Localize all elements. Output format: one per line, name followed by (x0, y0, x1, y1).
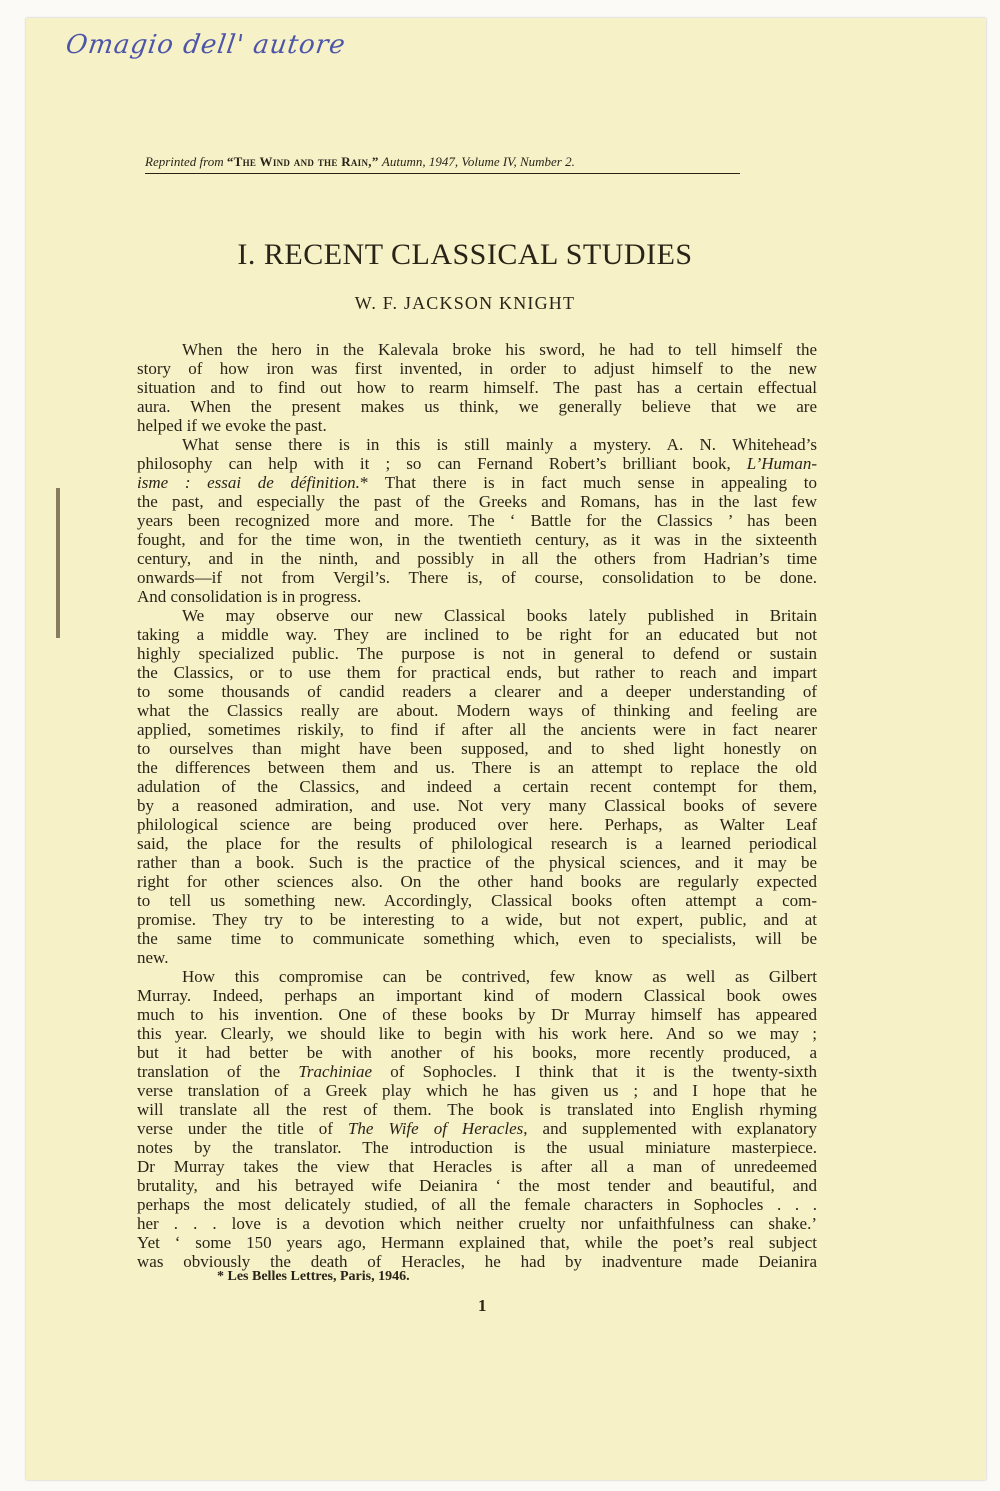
text-segment: to ourselves than might have been supposed, and to shed light honestly on (137, 739, 817, 758)
issue-info: Autumn, 1947, Volume IV, Number 2. (381, 154, 575, 169)
text-segment: verse translation of a Greek play which he has given us ; and I hope that he (137, 1081, 817, 1100)
reprint-notice (145, 154, 740, 174)
article-body (137, 340, 817, 1271)
text-line (137, 1119, 817, 1138)
text-segment: onwards—if not from Vergil’s. There is, of course, consolidation to be done. (137, 568, 817, 587)
text-segment: to tell us something new. Accordingly, Classical books often attempt a com- (137, 891, 817, 910)
text-line (137, 815, 817, 834)
text-line (137, 739, 817, 758)
text-segment: , and supplemented with explanatory (523, 1119, 817, 1138)
text-segment: years been recognized more and more. The ‘ Battle for the Classics ’ has been (137, 511, 817, 530)
text-segment: the Classics, or to use them for practical ends, but rather to reach and impart (137, 663, 817, 682)
reprint-prefix: Reprinted from (145, 154, 224, 169)
text-line (137, 606, 817, 625)
text-line (137, 492, 817, 511)
text-segment: Murray. Indeed, perhaps an important kind of modern Classical book owes (137, 986, 817, 1005)
text-line (137, 1024, 817, 1043)
text-segment: but it had better be with another of his books, more recently produced, a (137, 1043, 817, 1062)
text-line (137, 1233, 817, 1252)
text-line (137, 853, 817, 872)
text-line (137, 872, 817, 891)
text-segment: was obviously the death of Heracles, he had by inadventure made Deianira (137, 1252, 817, 1271)
text-segment: And consolidation is in progress. (137, 587, 362, 606)
text-segment: philological science are being produced over here. Perhaps, as Walter Leaf (137, 815, 817, 834)
text-segment: to some thousands of candid readers a clearer and a deeper understanding of (137, 682, 817, 701)
text-line (137, 587, 817, 606)
text-segment: this year. Clearly, we should like to begin with his work here. And so we may ; (137, 1024, 817, 1043)
text-line (137, 1195, 817, 1214)
text-segment: taking a middle way. They are inclined to be right for an educated but not (137, 625, 817, 644)
text-line (137, 1005, 817, 1024)
text-segment: rather than a book. Such is the practice of the physical sciences, and it may be (137, 853, 817, 872)
text-line (137, 967, 817, 986)
text-segment: by a reasoned admiration, and use. Not very many Classical books of severe (137, 796, 817, 815)
text-line (137, 701, 817, 720)
text-line (137, 1157, 817, 1176)
text-segment: the past, and especially the past of the Greeks and Romans, has in the last few (137, 492, 817, 511)
text-segment: her . . . love is a devotion which neither cruelty nor unfaithfulness can shake.’ (137, 1214, 817, 1233)
text-segment: translation of the (137, 1062, 299, 1081)
text-segment: brutality, and his betrayed wife Deianira ‘ the most tender and beautiful, and (137, 1176, 817, 1195)
text-line (137, 1214, 817, 1233)
text-segment: the differences between them and us. There is an attempt to replace the old (137, 758, 817, 777)
text-segment: new. (137, 948, 169, 967)
italic-text: L’Human- (746, 454, 817, 473)
text-segment: * That there is in fact much sense in appealing to (359, 473, 817, 492)
text-segment: will translate all the rest of them. The book is translated into English rhyming (137, 1100, 817, 1119)
text-segment: We may observe our new Classical books lately published in Britain (182, 606, 817, 625)
text-line (137, 397, 817, 416)
text-segment: much to his invention. One of these books by Dr Murray himself has appeared (137, 1005, 817, 1024)
text-segment: highly specialized public. The purpose is not in general to defend or sustain (137, 644, 817, 663)
text-segment: philosophy can help with it ; so can Fernand Robert’s brilliant book, (137, 454, 747, 473)
text-segment: perhaps the most delicately studied, of all the female characters in Sophocles . . . (137, 1195, 817, 1214)
text-line (137, 530, 817, 549)
text-line (137, 986, 817, 1005)
text-line (137, 1138, 817, 1157)
text-line (137, 720, 817, 739)
text-line (137, 416, 817, 435)
text-line (137, 682, 817, 701)
text-line (137, 758, 817, 777)
text-line (137, 511, 817, 530)
text-segment: of Sophocles. I think that it is the twenty-sixth (372, 1062, 817, 1081)
text-line (137, 1176, 817, 1195)
text-segment: When the hero in the Kalevala broke his sword, he had to tell himself the (182, 340, 817, 359)
text-line (137, 549, 817, 568)
text-segment: right for other sciences also. On the other hand books are regularly expected (137, 872, 817, 891)
text-line (137, 910, 817, 929)
text-line (137, 1081, 817, 1100)
binding-shadow (56, 488, 60, 638)
text-segment: said, the place for the results of philological research is a learned periodical (137, 834, 817, 853)
paragraph (137, 340, 817, 435)
text-line (137, 1043, 817, 1062)
text-segment: What sense there is in this is still mainly a mystery. A. N. Whitehead’s (182, 435, 817, 454)
text-line (137, 568, 817, 587)
text-segment: aura. When the present makes us think, we generally believe that we are (137, 397, 817, 416)
text-segment: Yet ‘ some 150 years ago, Hermann explained that, while the poet’s real subject (137, 1233, 817, 1252)
text-segment: situation and to find out how to rearm himself. The past has a certain effectual (137, 378, 817, 397)
text-segment: story of how iron was first invented, in order to adjust himself to the new (137, 359, 817, 378)
text-line (137, 948, 817, 967)
text-segment: notes by the translator. The introduction is the usual miniature masterpiece. (137, 1138, 817, 1157)
text-segment: the same time to communicate something which, even to specialists, will be (137, 929, 817, 948)
text-segment: century, and in the ninth, and possibly in all the others from Hadrian’s time (137, 549, 817, 568)
footnote: * Les Belles Lettres, Paris, 1946. (217, 1269, 410, 1284)
text-line (137, 454, 817, 473)
text-line (137, 378, 817, 397)
paragraph (137, 606, 817, 967)
text-line (137, 359, 817, 378)
italic-text: The Wife of Heracles (347, 1119, 524, 1138)
text-line (137, 1100, 817, 1119)
text-line (137, 777, 817, 796)
text-line (137, 625, 817, 644)
text-segment: Dr Murray takes the view that Heracles is after all a man of unredeemed (137, 1157, 817, 1176)
text-segment: adulation of the Classics, and indeed a certain recent contempt for them, (137, 777, 817, 796)
text-line (137, 663, 817, 682)
text-line (137, 796, 817, 815)
text-line (137, 435, 817, 454)
text-line (137, 340, 817, 359)
italic-text: Trachiniae (298, 1062, 373, 1081)
paragraph (137, 435, 817, 606)
text-segment: helped if we evoke the past. (137, 416, 327, 435)
text-segment: fought, and for the time won, in the twentieth century, as it was in the sixteenth (137, 530, 817, 549)
text-segment: verse under the title of (137, 1119, 348, 1138)
journal-name: “The Wind and the Rain,” (226, 154, 379, 169)
handwritten-dedication: Omagio dell' autore (63, 30, 348, 60)
text-line (137, 644, 817, 663)
article-author: W. F. JACKSON KNIGHT (354, 293, 576, 313)
article-title: I. RECENT CLASSICAL STUDIES (237, 238, 693, 271)
text-segment: promise. They try to be interesting to a wide, but not expert, public, and at (137, 910, 817, 929)
text-line (137, 891, 817, 910)
italic-text: isme : essai de définition. (137, 473, 360, 492)
page-number: 1 (478, 1296, 487, 1315)
text-line (137, 473, 817, 492)
text-segment: what the Classics really are about. Modern ways of thinking and feeling are (137, 701, 817, 720)
text-line (137, 929, 817, 948)
text-line (137, 1062, 817, 1081)
paragraph (137, 967, 817, 1271)
text-segment: How this compromise can be contrived, few know as well as Gilbert (182, 967, 817, 986)
text-segment: applied, sometimes riskily, to find if after all the ancients were in fact nearer (137, 720, 817, 739)
text-line (137, 834, 817, 853)
